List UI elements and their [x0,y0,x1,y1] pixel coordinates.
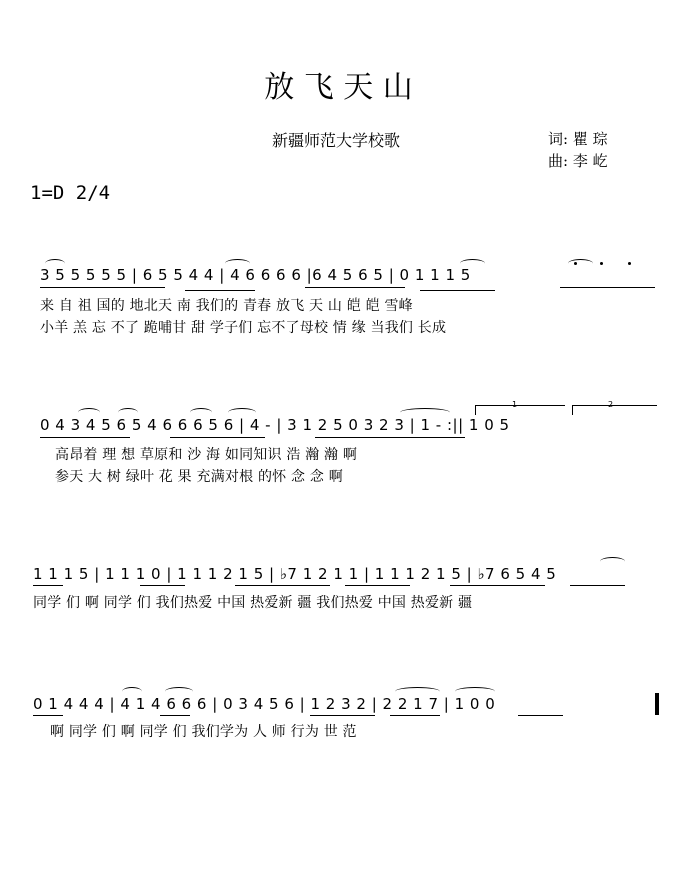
volta-2-bracket [572,405,657,406]
volta-2-bracket [572,405,573,415]
row-2-lyrics-verse-1: 高昂着 理 想 草原和 沙 海 如同知识 浩 瀚 瀚 啊 [55,447,358,463]
row-2-beam [40,437,130,438]
slur [455,687,495,696]
octave-dot [628,262,631,265]
slur [225,259,250,268]
row-1-beam [420,290,495,291]
row-4-beam [160,715,190,716]
row-4-notes: 0 1 4 4 4 | 4 1 4 6 6 6 | 0 3 4 5 6 | 1 2 3 2 | 2 2 1 7 | 1 0 0 [33,695,496,713]
key-signature: 1=D 2/4 [30,182,111,204]
slur [395,687,440,696]
final-barline [655,693,659,715]
slur [460,259,485,268]
row-1-beam [40,287,165,288]
slur [190,408,212,417]
row-2-notes: 0 4 3 4 5 6 5 4 6 6 6 5 6 | 4 - | 3 1 2 5 0 3 2 3 | 1 - :|| 1 0 5 [40,416,510,434]
slur [78,408,100,417]
row-3-beam [570,585,625,586]
volta-1-bracket [475,405,476,415]
song-subtitle: 新疆师范大学校歌 [272,131,401,150]
row-3-beam [235,585,330,586]
row-3-beam [33,585,63,586]
row-1-lyrics-verse-2: 小羊 羔 忘 不了 跪哺甘 甜 学子们 忘不了母校 情 缘 当我们 长成 [40,320,447,336]
row-2-beam [170,437,265,438]
row-4-lyrics: 啊 同学 们 啊 同学 们 我们学为 人 师 行为 世 范 [50,724,357,740]
row-3-notes: 1 1 1 5 | 1 1 1 0 | 1 1 1 2 1 5 | ♭7 1 2 1 1 | 1 1 1 2 1 5 | ♭7 6 5 4 5 [33,565,557,583]
slur [228,408,256,417]
row-4-beam [390,715,440,716]
row-3-beam [140,585,185,586]
row-1-beam [560,287,655,288]
row-3-beam [450,585,545,586]
slur [45,259,65,268]
slur [400,408,450,417]
slur [600,557,625,566]
slur [165,687,193,696]
row-2-beam [315,437,465,438]
volta-2-label: 2 [608,400,614,409]
volta-1-bracket [475,405,565,406]
row-4-beam [518,715,563,716]
row-1-notes: 3 5 5 5 5 5 | 6 5 5 4 4 | 4 6 6 6 6 |6 4 5 6 5 | 0 1 1 1 5 [40,266,471,284]
octave-dot [600,262,603,265]
slur [568,259,593,268]
row-3-lyrics: 同学 们 啊 同学 们 我们热爱 中国 热爱新 疆 我们热爱 中国 热爱新 疆 [33,595,473,611]
row-2-lyrics-verse-2: 参天 大 树 绿叶 花 果 充满对根 的怀 念 念 啊 [55,469,343,485]
composer-credit: 曲: 李 屹 [548,152,608,170]
row-4-beam [33,715,63,716]
row-4-beam [310,715,375,716]
row-3-beam [345,585,410,586]
row-1-lyrics-verse-1: 来 自 祖 国的 地北天 南 我们的 青春 放飞 天 山 皑 皑 雪峰 [40,298,413,314]
row-1-beam [305,287,405,288]
slur [118,408,138,417]
octave-dot [574,262,577,265]
volta-1-label: 1 [512,400,518,409]
lyricist-credit: 词: 瞿 琮 [548,130,608,148]
slur [122,687,142,696]
row-1-beam [185,290,255,291]
song-title: 放 飞 天 山 [264,70,413,105]
